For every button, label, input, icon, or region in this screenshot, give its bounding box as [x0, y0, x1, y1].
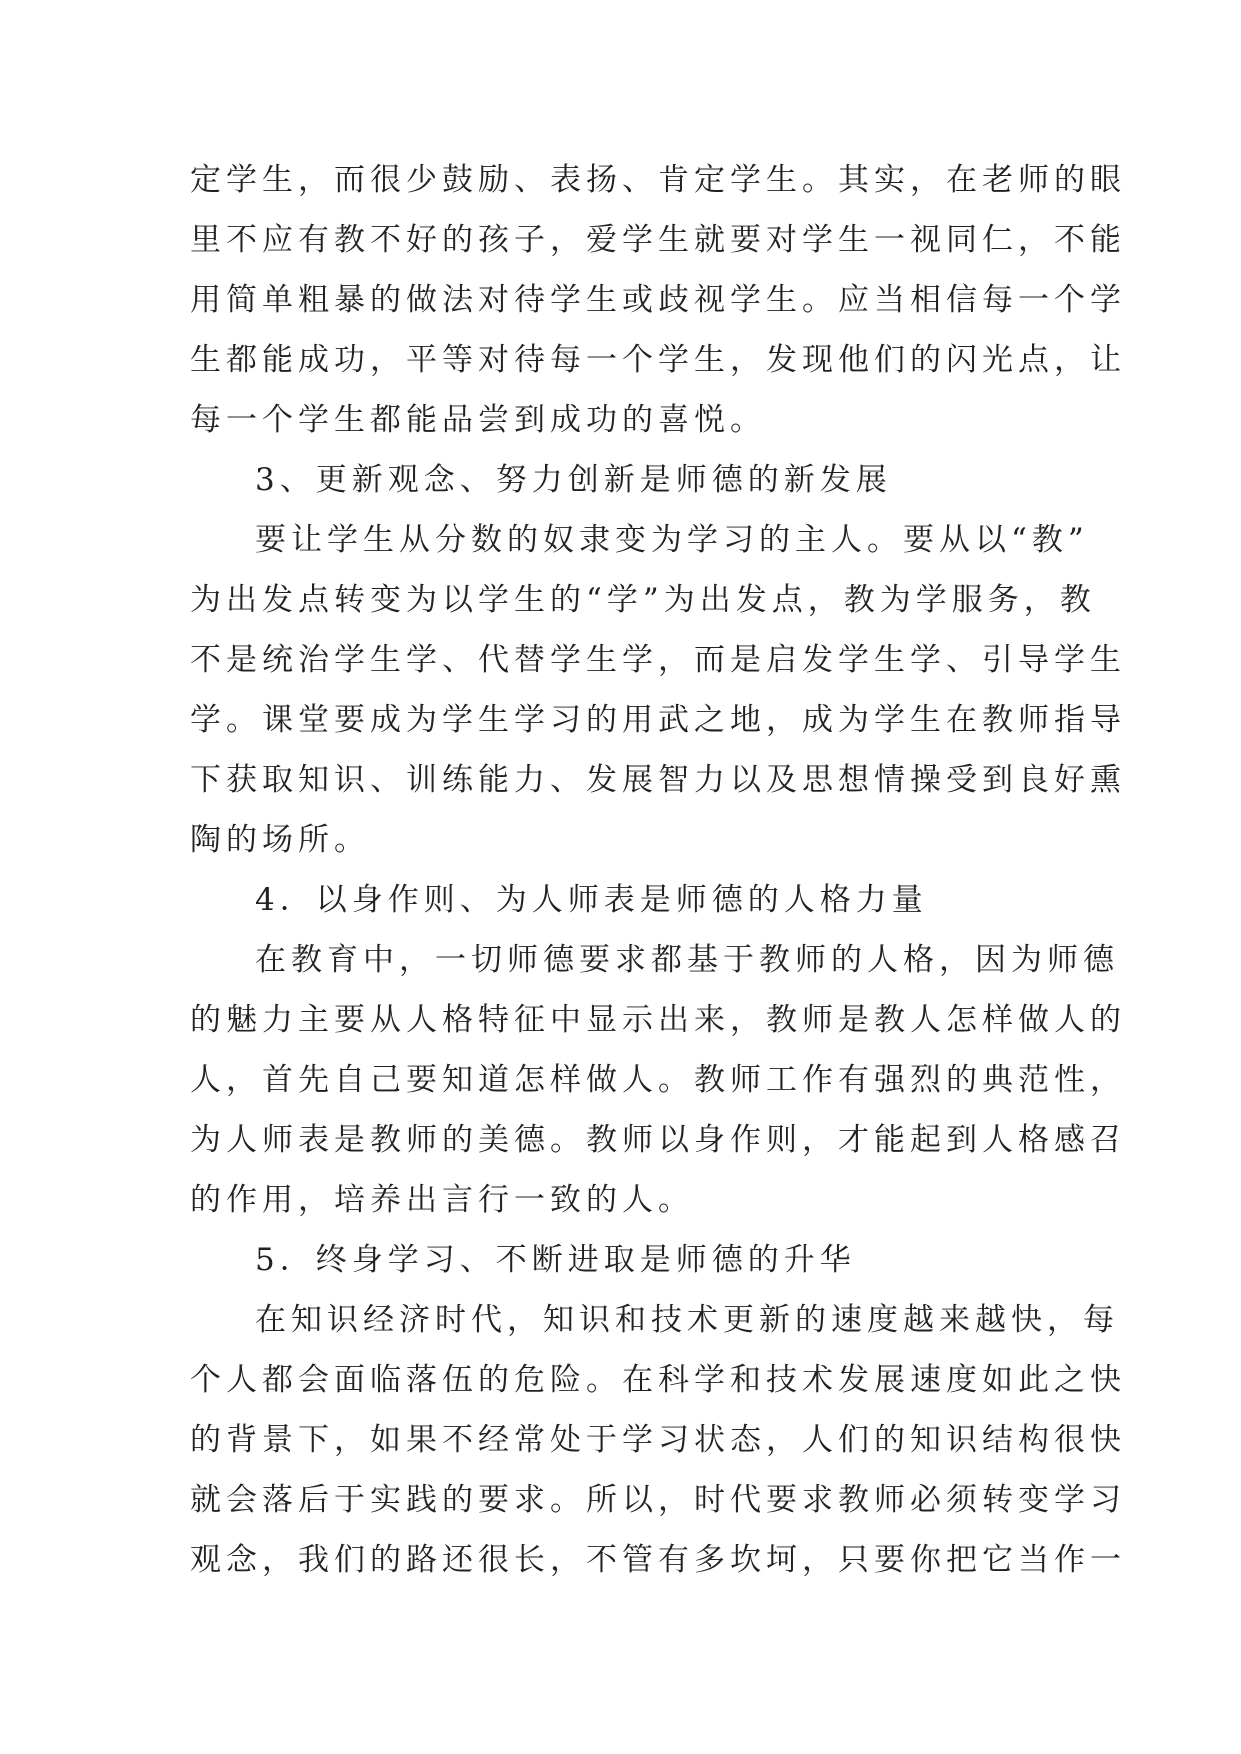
text-line: 个人都会面临落伍的危险。在科学和技术发展速度如此之快	[190, 1362, 1126, 1398]
text-line: 生都能成功，平等对待每一个学生，发现他们的闪光点，让	[190, 342, 1126, 378]
text-line: 学。课堂要成为学生学习的用武之地，成为学生在教师指导	[190, 702, 1126, 738]
text-line: 下获取知识、训练能力、发展智力以及思想情操受到良好熏	[190, 762, 1126, 798]
text-line: 的作用，培养出言行一致的人。	[190, 1182, 694, 1218]
section-heading-5: 5．终身学习、不断进取是师德的升华	[255, 1242, 856, 1278]
text-line: 的背景下，如果不经常处于学习状态，人们的知识结构很快	[190, 1422, 1126, 1458]
text-line: 观念，我们的路还很长，不管有多坎坷，只要你把它当作一	[190, 1542, 1126, 1578]
text-line: 用简单粗暴的做法对待学生或歧视学生。应当相信每一个学	[190, 282, 1126, 318]
section-heading-3: 3、更新观念、努力创新是师德的新发展	[255, 462, 892, 498]
text-line: 陶的场所。	[190, 822, 370, 858]
text-line: 每一个学生都能品尝到成功的喜悦。	[190, 402, 766, 438]
text-line: 不是统治学生学、代替学生学，而是启发学生学、引导学生	[190, 642, 1126, 678]
text-line: 定学生，而很少鼓励、表扬、肯定学生。其实，在老师的眼	[190, 162, 1126, 198]
text-line: 为人师表是教师的美德。教师以身作则，才能起到人格感召	[190, 1122, 1126, 1158]
paragraph-start: 在教育中，一切师德要求都基于教师的人格，因为师德	[255, 942, 1119, 978]
text-line: 人，首先自己要知道怎样做人。教师工作有强烈的典范性，	[190, 1062, 1126, 1098]
text-line: 为出发点转变为以学生的“学”为出发点，教为学服务，教	[190, 582, 1096, 618]
paragraph-start: 要让学生从分数的奴隶变为学习的主人。要从以“教”	[255, 522, 1089, 558]
text-line: 的魅力主要从人格特征中显示出来，教师是教人怎样做人的	[190, 1002, 1126, 1038]
body-text	[190, 150, 1126, 1590]
paragraph-start: 在知识经济时代，知识和技术更新的速度越来越快，每	[255, 1302, 1119, 1338]
section-heading-4: 4．以身作则、为人师表是师德的人格力量	[255, 882, 928, 918]
text-line: 就会落后于实践的要求。所以，时代要求教师必须转变学习	[190, 1482, 1126, 1518]
text-line: 里不应有教不好的孩子，爱学生就要对学生一视同仁，不能	[190, 222, 1126, 258]
